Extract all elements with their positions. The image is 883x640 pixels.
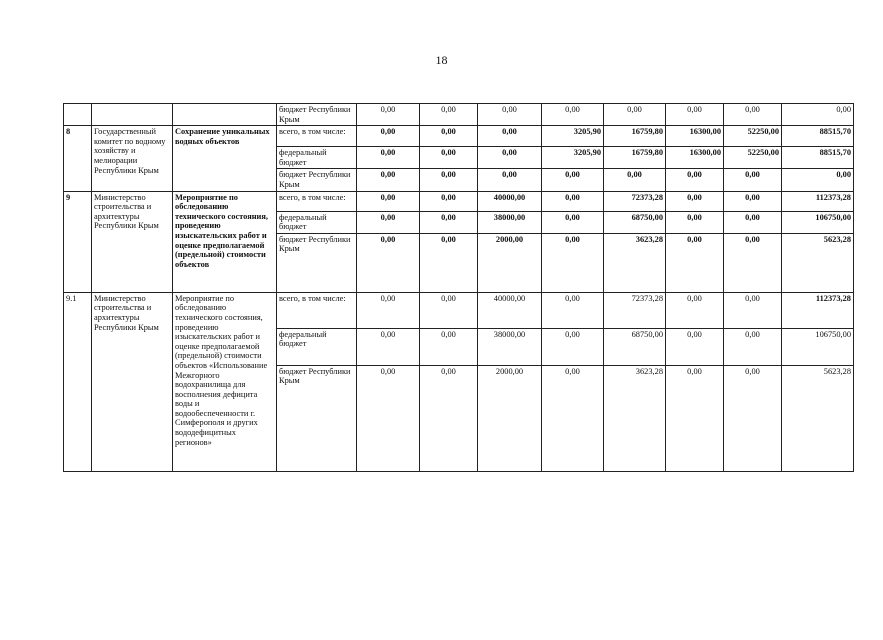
value-cell: 72373,28 [604,292,666,328]
value-cell: 0,00 [357,365,420,471]
value-cell: 0,00 [782,169,854,191]
value-cell: 0,00 [666,191,724,211]
value-cell: 0,00 [357,191,420,211]
value-cell: 0,00 [420,191,478,211]
value-cell: 0,00 [724,328,782,365]
table-row [64,292,854,328]
executor-cell: Министерство строительства и архитектуры Республики Крым [92,191,173,292]
funding-source-cell: всего, в том числе: [277,292,357,328]
value-cell: 112373,28 [782,292,854,328]
value-cell: 0,00 [357,126,420,147]
value-cell: 0,00 [724,169,782,191]
value-cell: 0,00 [478,169,542,191]
table-row [64,191,854,211]
value-cell: 0,00 [666,328,724,365]
value-cell: 88515,70 [782,147,854,169]
value-cell: 5623,28 [782,233,854,292]
row-number: 8 [64,126,92,191]
value-cell: 3205,90 [542,147,604,169]
value-cell: 40000,00 [478,292,542,328]
value-cell: 68750,00 [604,211,666,233]
value-cell: 52250,00 [724,147,782,169]
value-cell: 0,00 [357,328,420,365]
value-cell: 106750,00 [782,211,854,233]
value-cell: 0,00 [666,104,724,126]
value-cell: 5623,28 [782,365,854,471]
table-row [64,126,854,147]
value-cell: 0,00 [357,211,420,233]
value-cell: 0,00 [420,292,478,328]
value-cell: 38000,00 [478,328,542,365]
value-cell: 0,00 [666,169,724,191]
executor-cell: Министерство строительства и архитектуры Республики Крым [92,292,173,471]
value-cell: 0,00 [420,365,478,471]
funding-source-cell: бюджет Республики Крым [277,104,357,126]
funding-source-cell: федеральный бюджет [277,328,357,365]
funding-source-cell: всего, в том числе: [277,191,357,211]
measure-cell: Мероприятие по обследованию технического состояния, проведению изыскательских работ и оценке предполагаемой (предельной) стоимости объектов «Использование Межгорного водохранилища для восполнения дефицита воды и водообеспеченности г. Симферополя и других вододефицитных регионов» [173,292,277,471]
value-cell: 16300,00 [666,147,724,169]
value-cell: 0,00 [604,104,666,126]
value-cell: 0,00 [724,233,782,292]
value-cell: 2000,00 [478,233,542,292]
executor-cell: Государственный комитет по водному хозяйству и мелиорации Республики Крым [92,126,173,191]
funding-source-cell: бюджет Республики Крым [277,169,357,191]
value-cell: 0,00 [478,104,542,126]
row-number [64,104,92,126]
funding-source-cell: бюджет Республики Крым [277,365,357,471]
value-cell: 0,00 [666,292,724,328]
value-cell: 0,00 [542,191,604,211]
value-cell: 52250,00 [724,126,782,147]
value-cell: 0,00 [542,365,604,471]
budget-table [63,103,854,472]
value-cell: 0,00 [357,292,420,328]
row-number: 9 [64,191,92,292]
value-cell: 0,00 [357,169,420,191]
measure-cell [173,104,277,126]
value-cell: 0,00 [724,104,782,126]
value-cell: 0,00 [724,292,782,328]
value-cell: 38000,00 [478,211,542,233]
value-cell: 0,00 [478,147,542,169]
value-cell: 0,00 [724,191,782,211]
value-cell: 68750,00 [604,328,666,365]
value-cell: 0,00 [542,211,604,233]
value-cell: 0,00 [478,126,542,147]
value-cell: 88515,70 [782,126,854,147]
value-cell: 72373,28 [604,191,666,211]
value-cell: 106750,00 [782,328,854,365]
value-cell: 0,00 [420,328,478,365]
value-cell: 40000,00 [478,191,542,211]
value-cell: 0,00 [724,211,782,233]
value-cell: 0,00 [782,104,854,126]
funding-source-cell: бюджет Республики Крым [277,233,357,292]
value-cell: 0,00 [666,233,724,292]
value-cell: 0,00 [542,328,604,365]
value-cell: 112373,28 [782,191,854,211]
value-cell: 0,00 [357,147,420,169]
value-cell: 16300,00 [666,126,724,147]
value-cell: 3623,28 [604,365,666,471]
value-cell: 0,00 [542,104,604,126]
value-cell: 0,00 [420,211,478,233]
value-cell: 0,00 [357,104,420,126]
value-cell: 0,00 [420,233,478,292]
value-cell: 2000,00 [478,365,542,471]
value-cell: 0,00 [666,211,724,233]
value-cell: 0,00 [357,233,420,292]
value-cell: 16759,80 [604,147,666,169]
value-cell: 0,00 [666,365,724,471]
value-cell: 3205,90 [542,126,604,147]
measure-cell: Сохранение уникальных водных объектов [173,126,277,191]
value-cell: 0,00 [420,126,478,147]
page-number: 18 [435,53,448,67]
funding-source-cell: федеральный бюджет [277,147,357,169]
value-cell: 0,00 [724,365,782,471]
funding-source-cell: всего, в том числе: [277,126,357,147]
funding-source-cell: федеральный бюджет [277,211,357,233]
value-cell: 0,00 [542,169,604,191]
value-cell: 0,00 [420,169,478,191]
value-cell: 0,00 [420,104,478,126]
executor-cell [92,104,173,126]
value-cell: 0,00 [542,292,604,328]
value-cell: 0,00 [542,233,604,292]
value-cell: 3623,28 [604,233,666,292]
value-cell: 0,00 [604,169,666,191]
value-cell: 0,00 [420,147,478,169]
table-row [64,104,854,126]
measure-cell: Мероприятие по обследованию технического состояния, проведению изыскательских работ и оценке предполагаемой (предельной) стоимости объектов [173,191,277,292]
row-number: 9.1 [64,292,92,471]
value-cell: 16759,80 [604,126,666,147]
